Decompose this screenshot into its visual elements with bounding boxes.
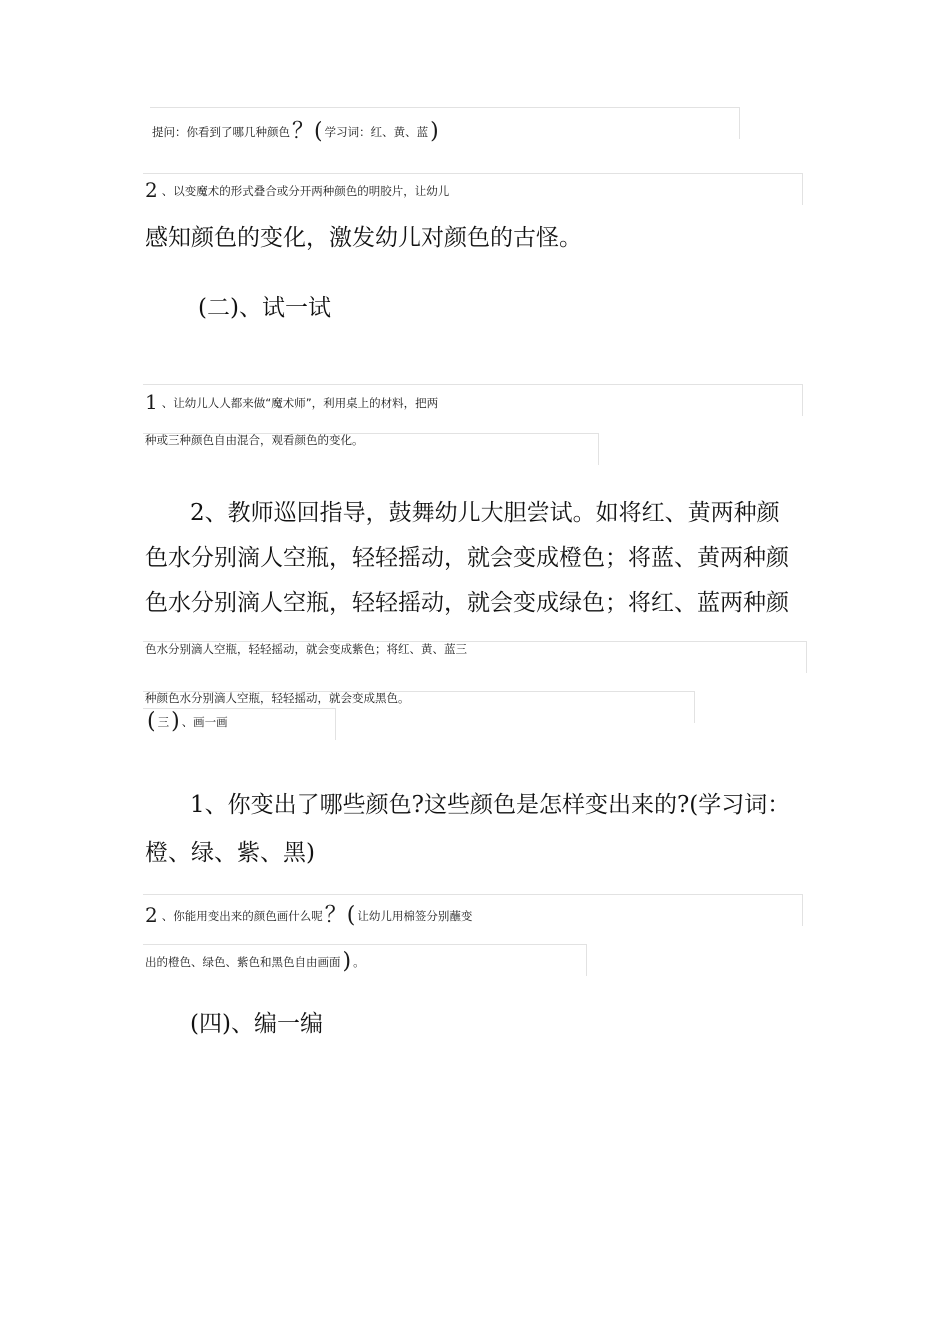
step2-continuation: 感知颜色的变化，激发幼儿对颜色的古怪。 bbox=[145, 225, 582, 251]
section-heading-3 bbox=[145, 709, 228, 734]
heading3-close: ) bbox=[171, 709, 180, 734]
question-mark: ？( bbox=[292, 119, 323, 144]
draw1-line-2: 橙、绿、紫、黑) bbox=[145, 840, 315, 866]
draw2-continuation bbox=[145, 949, 365, 974]
try1-continuation: 种或三种颜色自由混合，观看颜色的变化。 bbox=[145, 433, 364, 447]
try2-line-4: 色水分别滴人空瓶，轻轻摇动，就会变成紫色；将红、黄、蓝三 bbox=[145, 642, 467, 656]
draw2-cont-end: 。 bbox=[353, 955, 365, 969]
try2-line-1: 2、教师巡回指导，鼓舞幼儿大胆尝试。如将红、黄两种颜 bbox=[190, 500, 780, 526]
try1-line bbox=[145, 390, 438, 414]
heading3-text: 、画一画 bbox=[181, 715, 228, 729]
step2-line bbox=[145, 178, 449, 202]
draw2-cont-text: 出的橙色、绿色、紫色和黑色自由画面 bbox=[145, 955, 341, 969]
draw2-cont-close: ) bbox=[342, 949, 352, 974]
draw1-line-1: 1、你变出了哪些颜色?这些颜色是怎样变出来的?(学习词： bbox=[190, 792, 791, 818]
try2-line-2: 色水分别滴人空瓶，轻轻摇动，就会变成橙色；将蓝、黄两种颜 bbox=[145, 545, 789, 571]
question-line bbox=[152, 114, 441, 145]
step2-text: 、以变魔术的形式叠合或分开两种颜色的明胶片，让幼儿 bbox=[161, 184, 450, 198]
try2-line-3: 色水分别滴人空瓶，轻轻摇动，就会变成绿色；将红、蓝两种颜 bbox=[145, 590, 789, 616]
section-heading-2: (二)、试一试 bbox=[198, 295, 331, 321]
draw2-text: 、你能用变出来的颜色画什么呢 bbox=[161, 909, 323, 923]
heading3-num: 三 bbox=[157, 715, 170, 729]
draw2-number: 2 bbox=[145, 903, 158, 927]
try1-text: 、让幼儿人人都来做“魔术师”，利用桌上的材料，把两 bbox=[161, 396, 439, 410]
heading3-open: ( bbox=[147, 709, 156, 734]
try1-number: 1 bbox=[145, 390, 158, 414]
question-body: 学习词：红、黄、蓝 bbox=[324, 125, 429, 139]
draw2-body: 让幼儿用棉签分别蘸变 bbox=[357, 909, 473, 923]
question-close: ) bbox=[430, 119, 439, 144]
draw2-line bbox=[145, 898, 472, 929]
draw2-mark: ？( bbox=[324, 903, 356, 928]
step2-number: 2 bbox=[145, 178, 158, 202]
section-heading-4: (四)、编一编 bbox=[190, 1011, 323, 1037]
question-prefix: 提问：你看到了哪几种颜色 bbox=[152, 125, 290, 139]
try2-line-5: 种颜色水分别滴人空瓶，轻轻摇动，就会变成黑色。 bbox=[145, 691, 410, 705]
